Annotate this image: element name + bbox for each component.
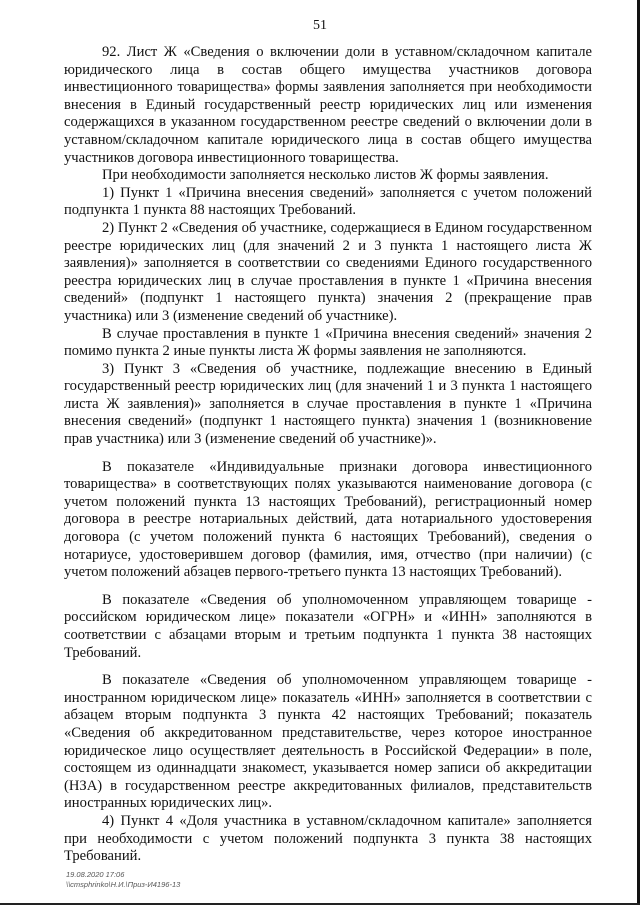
paragraph-foreign-partner: В показателе «Сведения об уполномоченном управляющем товарище - иностранном юридическом лице» показатель «ИНН» заполняется в соответствии с абзацем вторым подпункта 3 пункта 42 настоящих Требований; показатель «Сведения об аккредитованном представительстве, через которое иностранное юридическое лицо осуществляет деятельность в Российской Федерации» в поле, состоящем из одиннадцати знакомест, указывается номер записи об аккредитации (НЗА) в государственном реестре аккредитованных филиалов, представительств иностранных юридических лиц». [64,672,592,812]
footer-date: 19.08.2020 17:06 [66,870,125,879]
paragraph-russian-partner: В показателе «Сведения об уполномоченном управляющем товарище - российском юридическом лице» показатели «ОГРН» и «ИНН» заполняются в соответствии с абзацами вторым и третьим подпункта 1 пункта 38 настоящих Требований. [64,591,592,661]
paragraph-92: 92. Лист Ж «Сведения о включении доли в уставном/складочном капитале юридического лица в состав общего имущества участников договора инвестиционного товарищества» формы заявления заполняется при необходимости внесения в Единый государственный реестр юридических лиц или изменения содержащихся в указанном государственном реестре сведений о включении доли в уставном/складочном капитале юридического лица в состав общего имущества участников договора инвестиционного товарищества. [64,44,592,166]
paragraph-item-1: 1) Пункт 1 «Причина внесения сведений» заполняется с учетом положений подпункта 1 пункта 88 настоящих Требований. [64,184,592,219]
page-number: 51 [313,18,327,33]
paragraph-contract-attributes: В показателе «Индивидуальные признаки договора инвестиционного товарищества» в соответствующих полях указываются наименование договора (с учетом положений пункта 13 настоящих Требований), регистрационный номер договора в реестре нотариальных действий, дата нотариального удостоверения договора (с учетом положений пункта 6 настоящих Требований), сведения о нотариусе, удостоверившем договор (фамилия, имя, отчество (при наличии) (с учетом положений абзацев первого-третьего пункта 13 настоящих Требований). [64,458,592,581]
paragraph-item-3: 3) Пункт 3 «Сведения об участнике, подлежащие внесению в Единый государственный реестр юридических лиц (для значений 1 и 3 пункта 1 настоящего листа Ж заявления)» заполняется в случае проставления в пункте 1 «Причина внесения сведений» (подпункт 1 настоящего пункта) значения 1 (возникновение прав участника) или 3 (изменение сведений об участнике)». [64,360,592,448]
footer [66,870,180,890]
paragraph-multiple-sheets: При необходимости заполняется несколько листов Ж формы заявления. [102,167,549,184]
document-body [64,44,592,866]
paragraph-item-4: 4) Пункт 4 «Доля участника в уставном/складочном капитале» заполняется при необходимости с учетом положений подпункта 3 пункта 38 настоящих Требований. [64,812,592,865]
paragraph-item-2: 2) Пункт 2 «Сведения об участнике, содержащиеся в Едином государственном реестре юридических лиц (для значений 2 и 3 пункта 1 настоящего листа Ж заявления)» заполняется в соответствии со сведениями Единого государственного реестра юридических лиц в случае проставления в пункте 1 «Причина внесения сведений» (подпункт 1 настоящего пункта) значения 2 (прекращение прав участника) или 3 (изменение сведений об участнике). [64,219,592,324]
footer-file-path: \\cmsphrinko\Н.И.\Приз-И4196-13 [66,880,181,889]
paragraph-value-2-case: В случае проставления в пункте 1 «Причина внесения сведений» значения 2 помимо пункта 2 иные пункты листа Ж формы заявления не заполняются. [64,325,592,360]
